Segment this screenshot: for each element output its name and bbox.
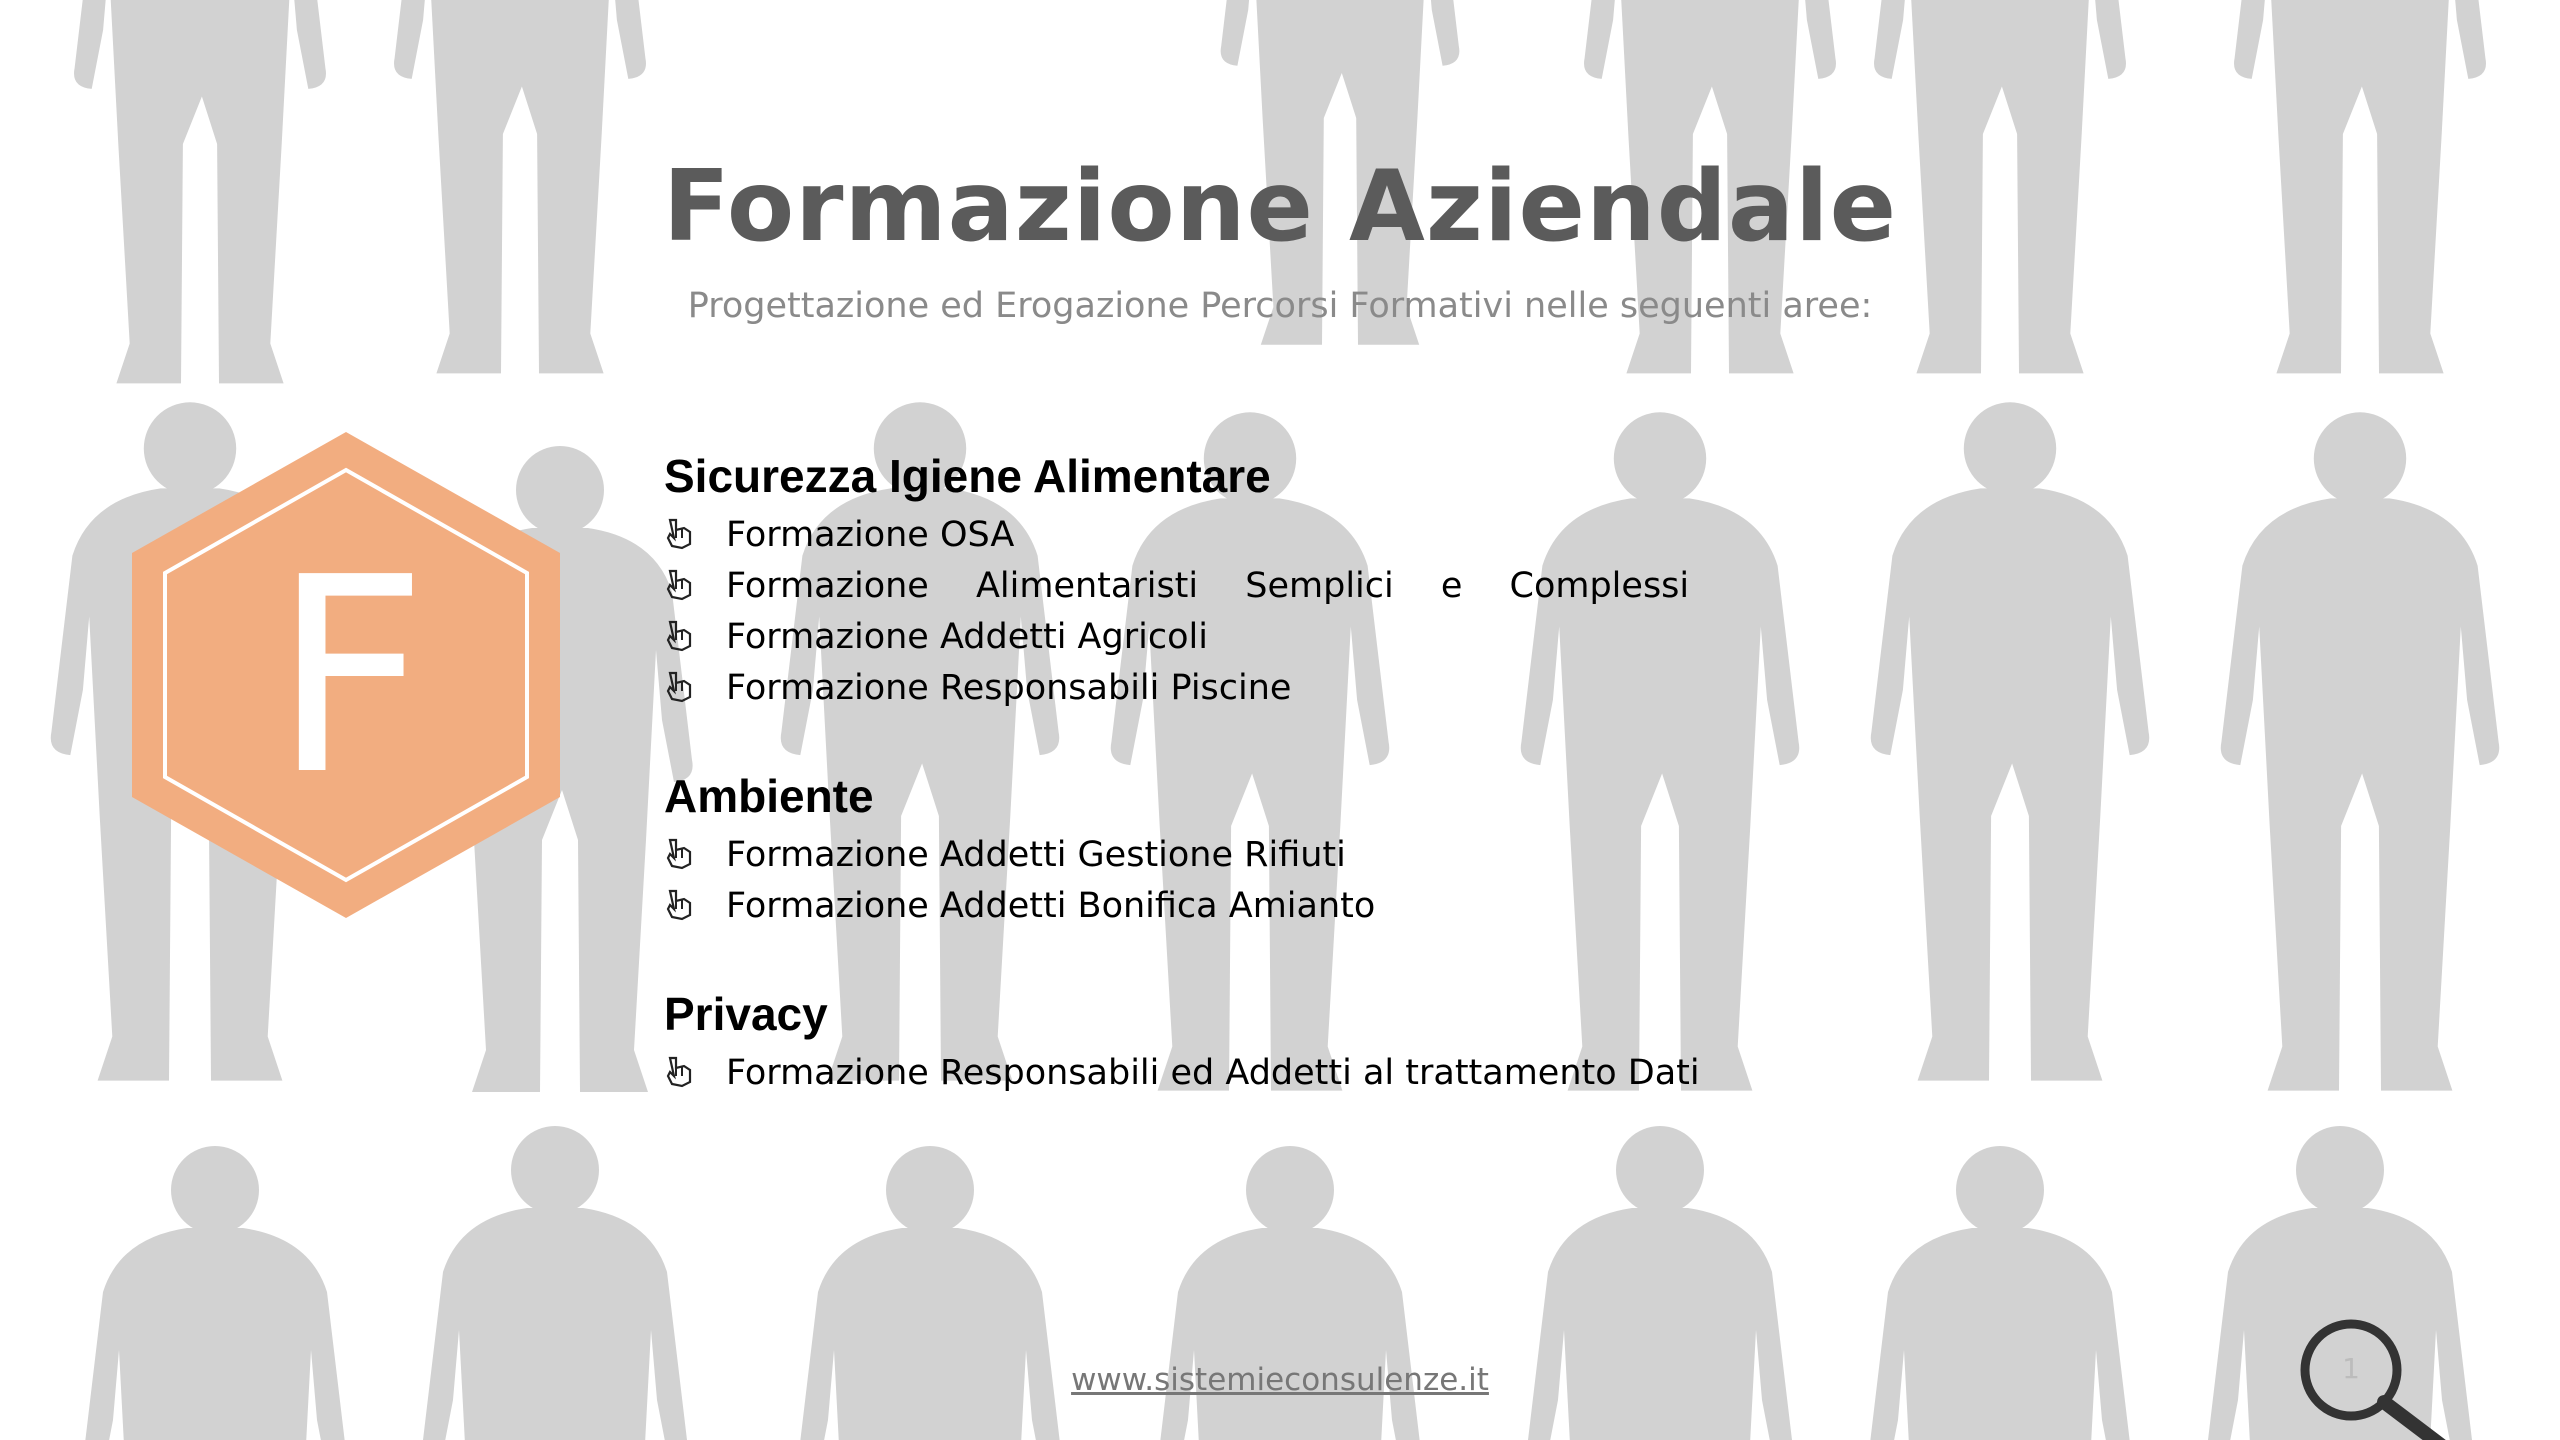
- list-item: [664, 561, 1964, 612]
- section-privacy: [664, 988, 1964, 1099]
- list-item: [664, 510, 1964, 561]
- training-areas-list: [664, 450, 1964, 1155]
- website-link[interactable]: www.sistemieconsulenze.it: [1071, 1362, 1489, 1398]
- logo-letter: F: [272, 519, 428, 834]
- hand-pointer-icon: [664, 518, 694, 550]
- section-heading: Sicurezza Igiene Alimentare: [664, 450, 1271, 502]
- page-number: 1: [2342, 1352, 2360, 1385]
- list-item: [664, 1048, 1964, 1099]
- hexagon-logo: [132, 432, 560, 918]
- list-item-text: Formazione Responsabili Piscine: [726, 668, 1292, 708]
- section-environment: [664, 770, 1964, 932]
- hand-pointer-icon: [664, 620, 694, 652]
- hand-pointer-icon: [664, 569, 694, 601]
- list-item-text: Formazione Addetti Bonifica Amianto: [726, 886, 1376, 926]
- hand-pointer-icon: [664, 838, 694, 870]
- hand-pointer-icon: [664, 1056, 694, 1088]
- slide-title: Formazione Aziendale: [662, 150, 1898, 264]
- list-item: [664, 830, 1964, 881]
- list-item: [664, 663, 1964, 714]
- hand-pointer-icon: [664, 671, 694, 703]
- list-item-text: Formazione OSA: [726, 515, 1015, 555]
- list-item-text: Formazione Responsabili ed Addetti al trattamento Dati: [726, 1053, 1700, 1093]
- hand-pointer-icon: [664, 889, 694, 921]
- list-item: [664, 881, 1964, 932]
- slide-subtitle: Progettazione ed Erogazione Percorsi Formativi nelle seguenti aree:: [687, 286, 1873, 326]
- list-item-text: Formazione Alimentaristi Semplici e Complessi: [726, 566, 1690, 606]
- list-item-text: Formazione Addetti Gestione Rifiuti: [726, 835, 1346, 875]
- list-item-text: Formazione Addetti Agricoli: [726, 617, 1208, 657]
- section-food-safety: [664, 450, 1964, 714]
- magnifier-icon[interactable]: [2298, 1318, 2478, 1440]
- list-item: [664, 612, 1964, 663]
- section-heading: Ambiente: [664, 770, 874, 822]
- section-heading: Privacy: [664, 988, 828, 1040]
